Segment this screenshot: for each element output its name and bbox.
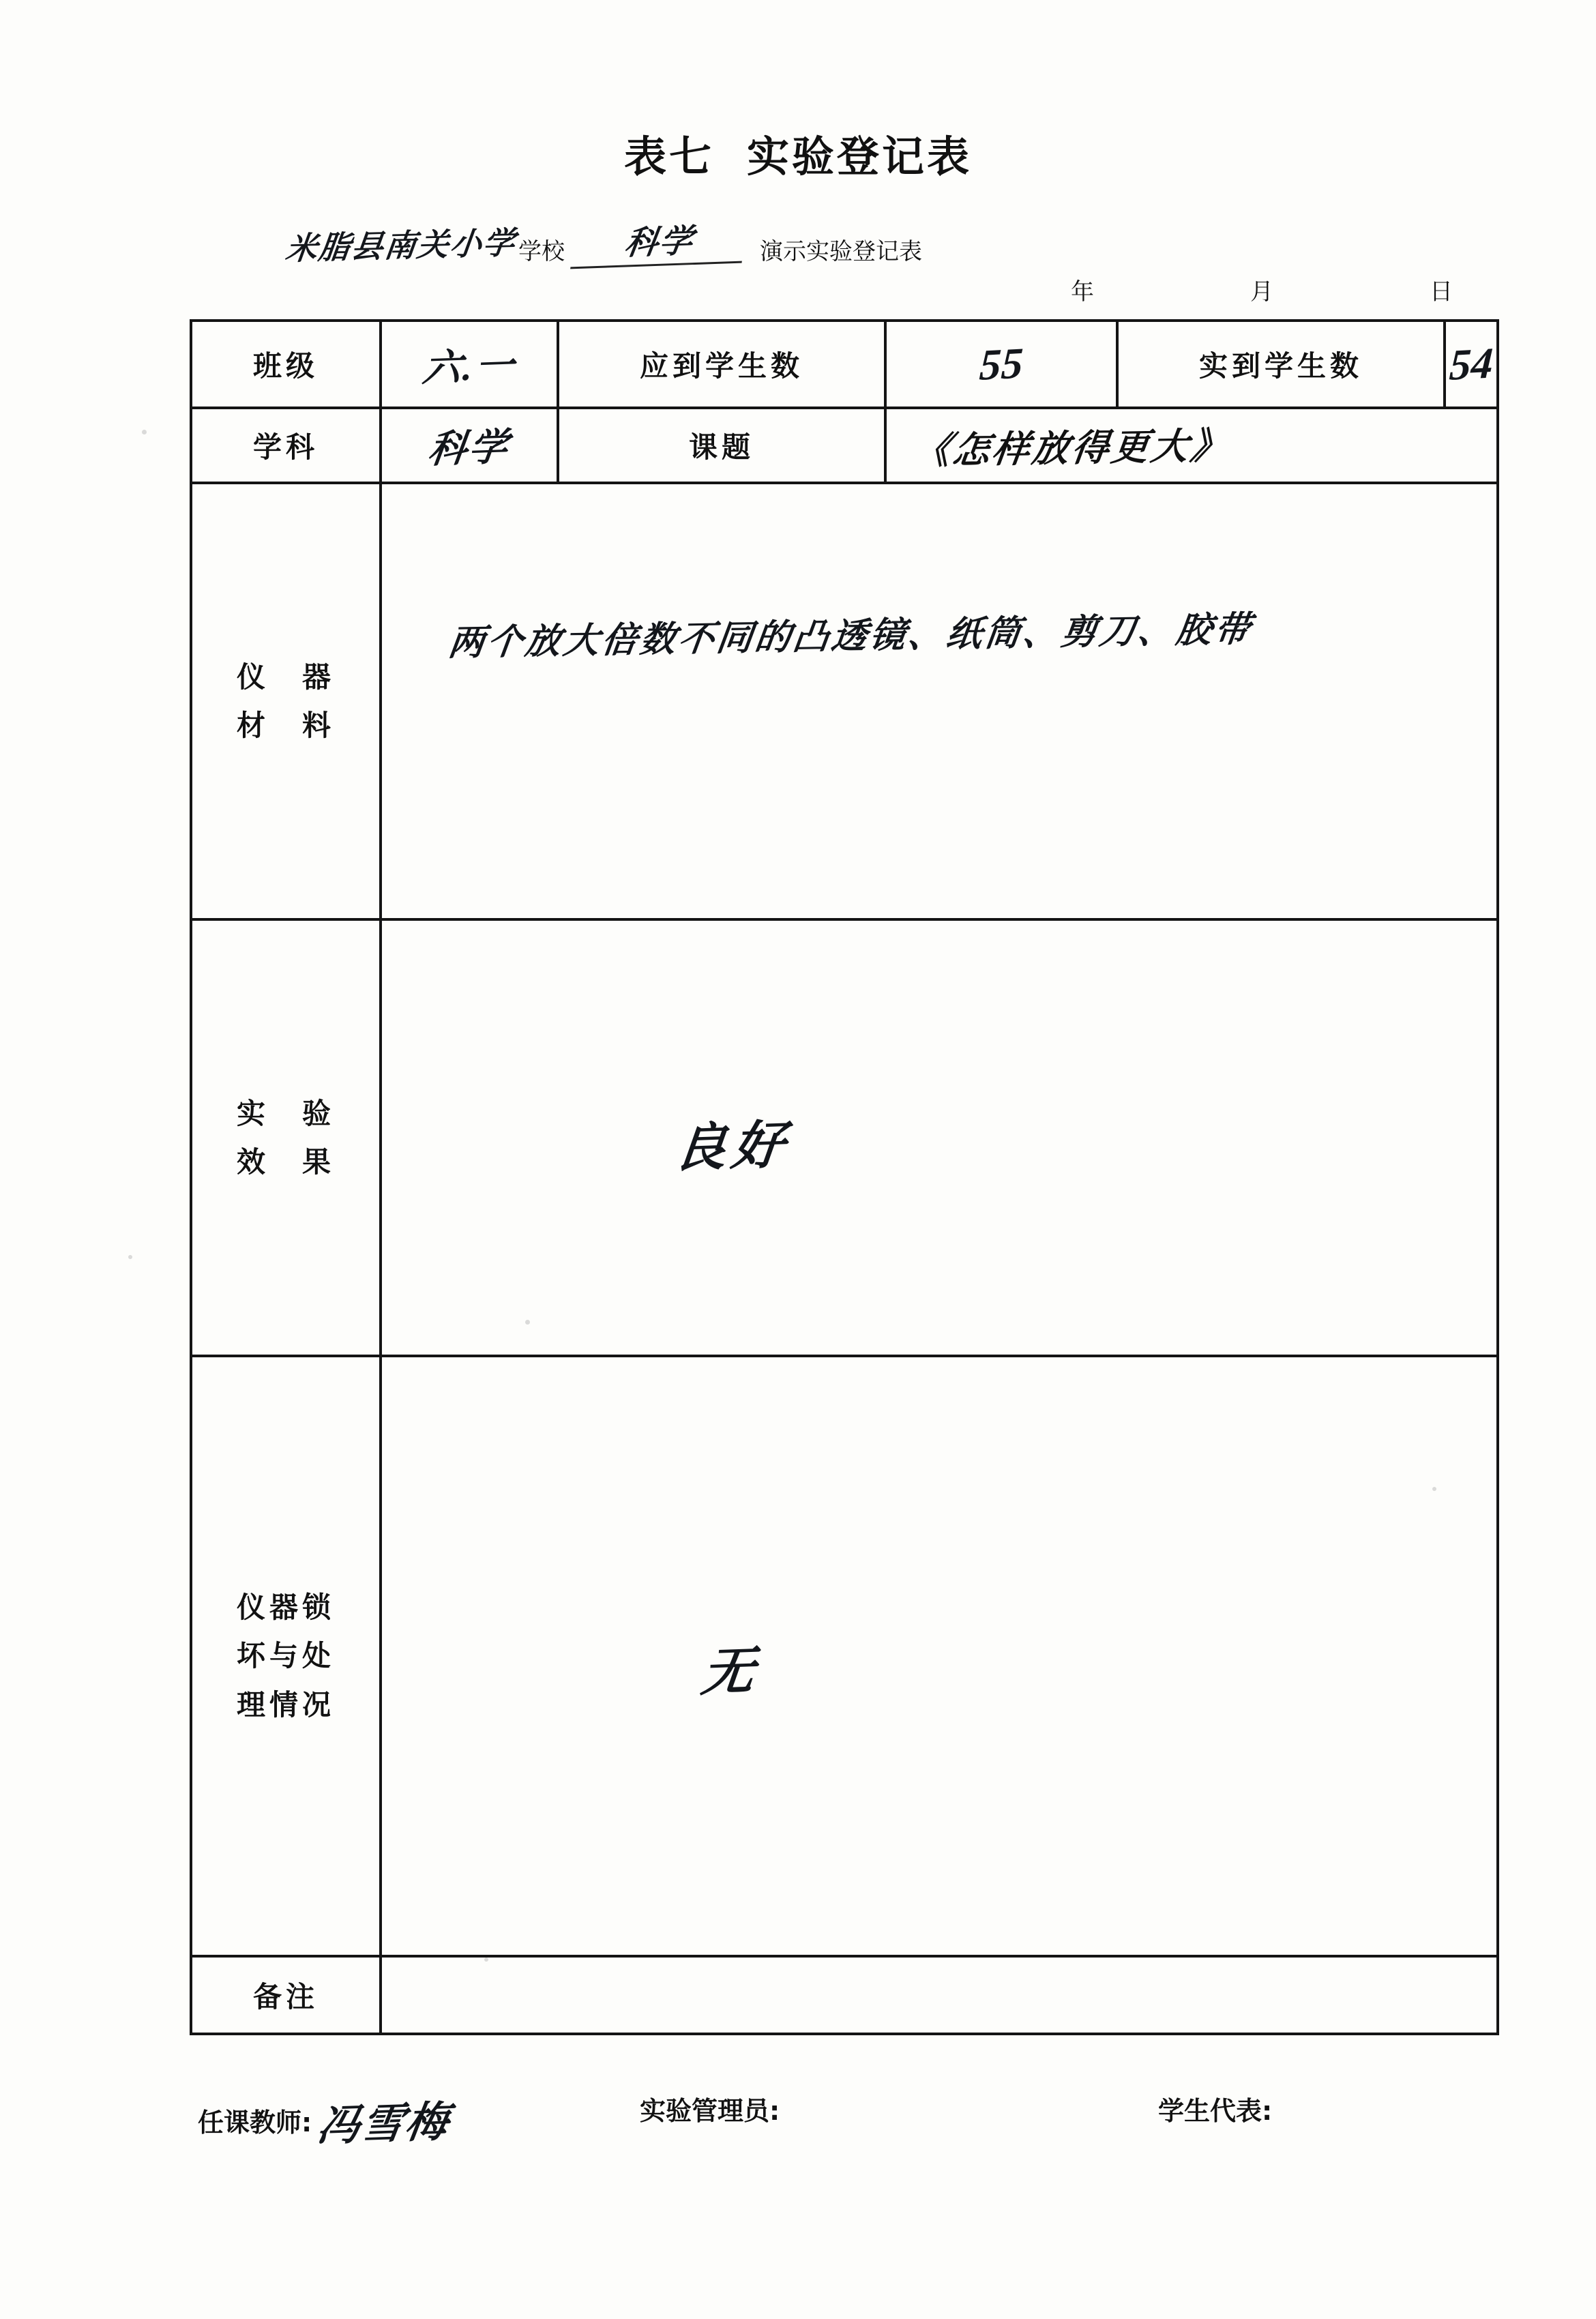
table-row xyxy=(192,1357,1496,1958)
experiment-registration-table xyxy=(190,319,1499,2035)
student-signature-group xyxy=(1158,2090,1279,2127)
topic-label-cell: 课题 xyxy=(559,409,887,482)
teacher-signature-group xyxy=(198,2090,453,2151)
date-year-label: 年 xyxy=(1071,278,1094,306)
date-line xyxy=(1071,273,1453,306)
form-header-line xyxy=(286,218,1378,266)
subject-label-cell: 学科 xyxy=(192,409,382,482)
effect-value-cell xyxy=(382,921,1496,1355)
table-row xyxy=(192,1958,1496,2033)
signature-footer xyxy=(190,2086,1499,2174)
materials-value-cell xyxy=(382,484,1496,918)
damage-label-cell xyxy=(192,1357,382,1955)
page-title xyxy=(0,123,1596,183)
date-day-label: 日 xyxy=(1430,278,1453,306)
table-row xyxy=(192,322,1496,409)
actual-students-value-cell xyxy=(1446,322,1496,407)
expected-students-handwritten: 55 xyxy=(978,338,1024,389)
date-month-label: 月 xyxy=(1250,278,1273,306)
actual-students-label-cell: 实到学生数 xyxy=(1119,322,1446,407)
remark-label-cell: 备注 xyxy=(192,1958,382,2033)
class-label-cell: 班级 xyxy=(192,322,382,407)
materials-value-handwritten: 两个放大倍数不同的凸透镜、纸筒、剪刀、胶带 xyxy=(446,610,1256,664)
manager-label: 实验管理员: xyxy=(640,2096,780,2126)
page-title-prefix: 表七 xyxy=(623,132,714,181)
damage-value-handwritten: 无 xyxy=(698,1642,757,1702)
manager-signature-group xyxy=(640,2090,786,2127)
subject-blank-field: 科学 xyxy=(570,213,749,269)
page-title-text: 实验登记表 xyxy=(747,132,973,181)
expected-students-value-cell xyxy=(887,322,1119,407)
table-row xyxy=(192,921,1496,1357)
effect-label-line2: 效 果 xyxy=(236,1145,335,1179)
class-value-cell xyxy=(382,322,559,407)
damage-label-line3: 理情况 xyxy=(236,1687,335,1722)
subject-value-cell xyxy=(382,409,559,482)
table-row xyxy=(192,484,1496,921)
materials-label-cell xyxy=(192,484,382,918)
school-name-handwritten: 米脂县南关小学 xyxy=(284,225,518,267)
remark-value-cell xyxy=(382,1958,1496,2033)
scan-speckle xyxy=(128,1255,132,1259)
actual-students-handwritten: 54 xyxy=(1448,338,1494,389)
school-label: 学校 xyxy=(518,238,565,265)
damage-label-line1: 仪器锁 xyxy=(236,1590,335,1624)
damage-value-cell xyxy=(382,1357,1496,1955)
table-row xyxy=(192,409,1496,484)
damage-label-line2: 坏与处 xyxy=(236,1639,335,1673)
teacher-label: 任课教师: xyxy=(198,2108,312,2138)
student-label: 学生代表: xyxy=(1158,2096,1273,2126)
materials-label-line2: 材 料 xyxy=(236,709,335,742)
effect-label-line1: 实 验 xyxy=(236,1096,335,1130)
topic-value-cell xyxy=(887,409,1496,482)
form-type-label: 演示实验登记表 xyxy=(760,238,922,265)
expected-students-label-cell: 应到学生数 xyxy=(559,322,887,407)
effect-value-handwritten: 良好 xyxy=(671,1117,793,1178)
class-value-handwritten: 六.一 xyxy=(419,344,518,391)
scan-speckle xyxy=(142,430,147,434)
materials-label-line1: 仪 器 xyxy=(236,660,335,694)
topic-value-handwritten: 《怎样放得更大》 xyxy=(911,425,1233,472)
effect-label-cell xyxy=(192,921,382,1355)
subject-value-handwritten: 科学 xyxy=(426,426,512,472)
teacher-signature-handwritten: 冯雪梅 xyxy=(314,2099,453,2151)
